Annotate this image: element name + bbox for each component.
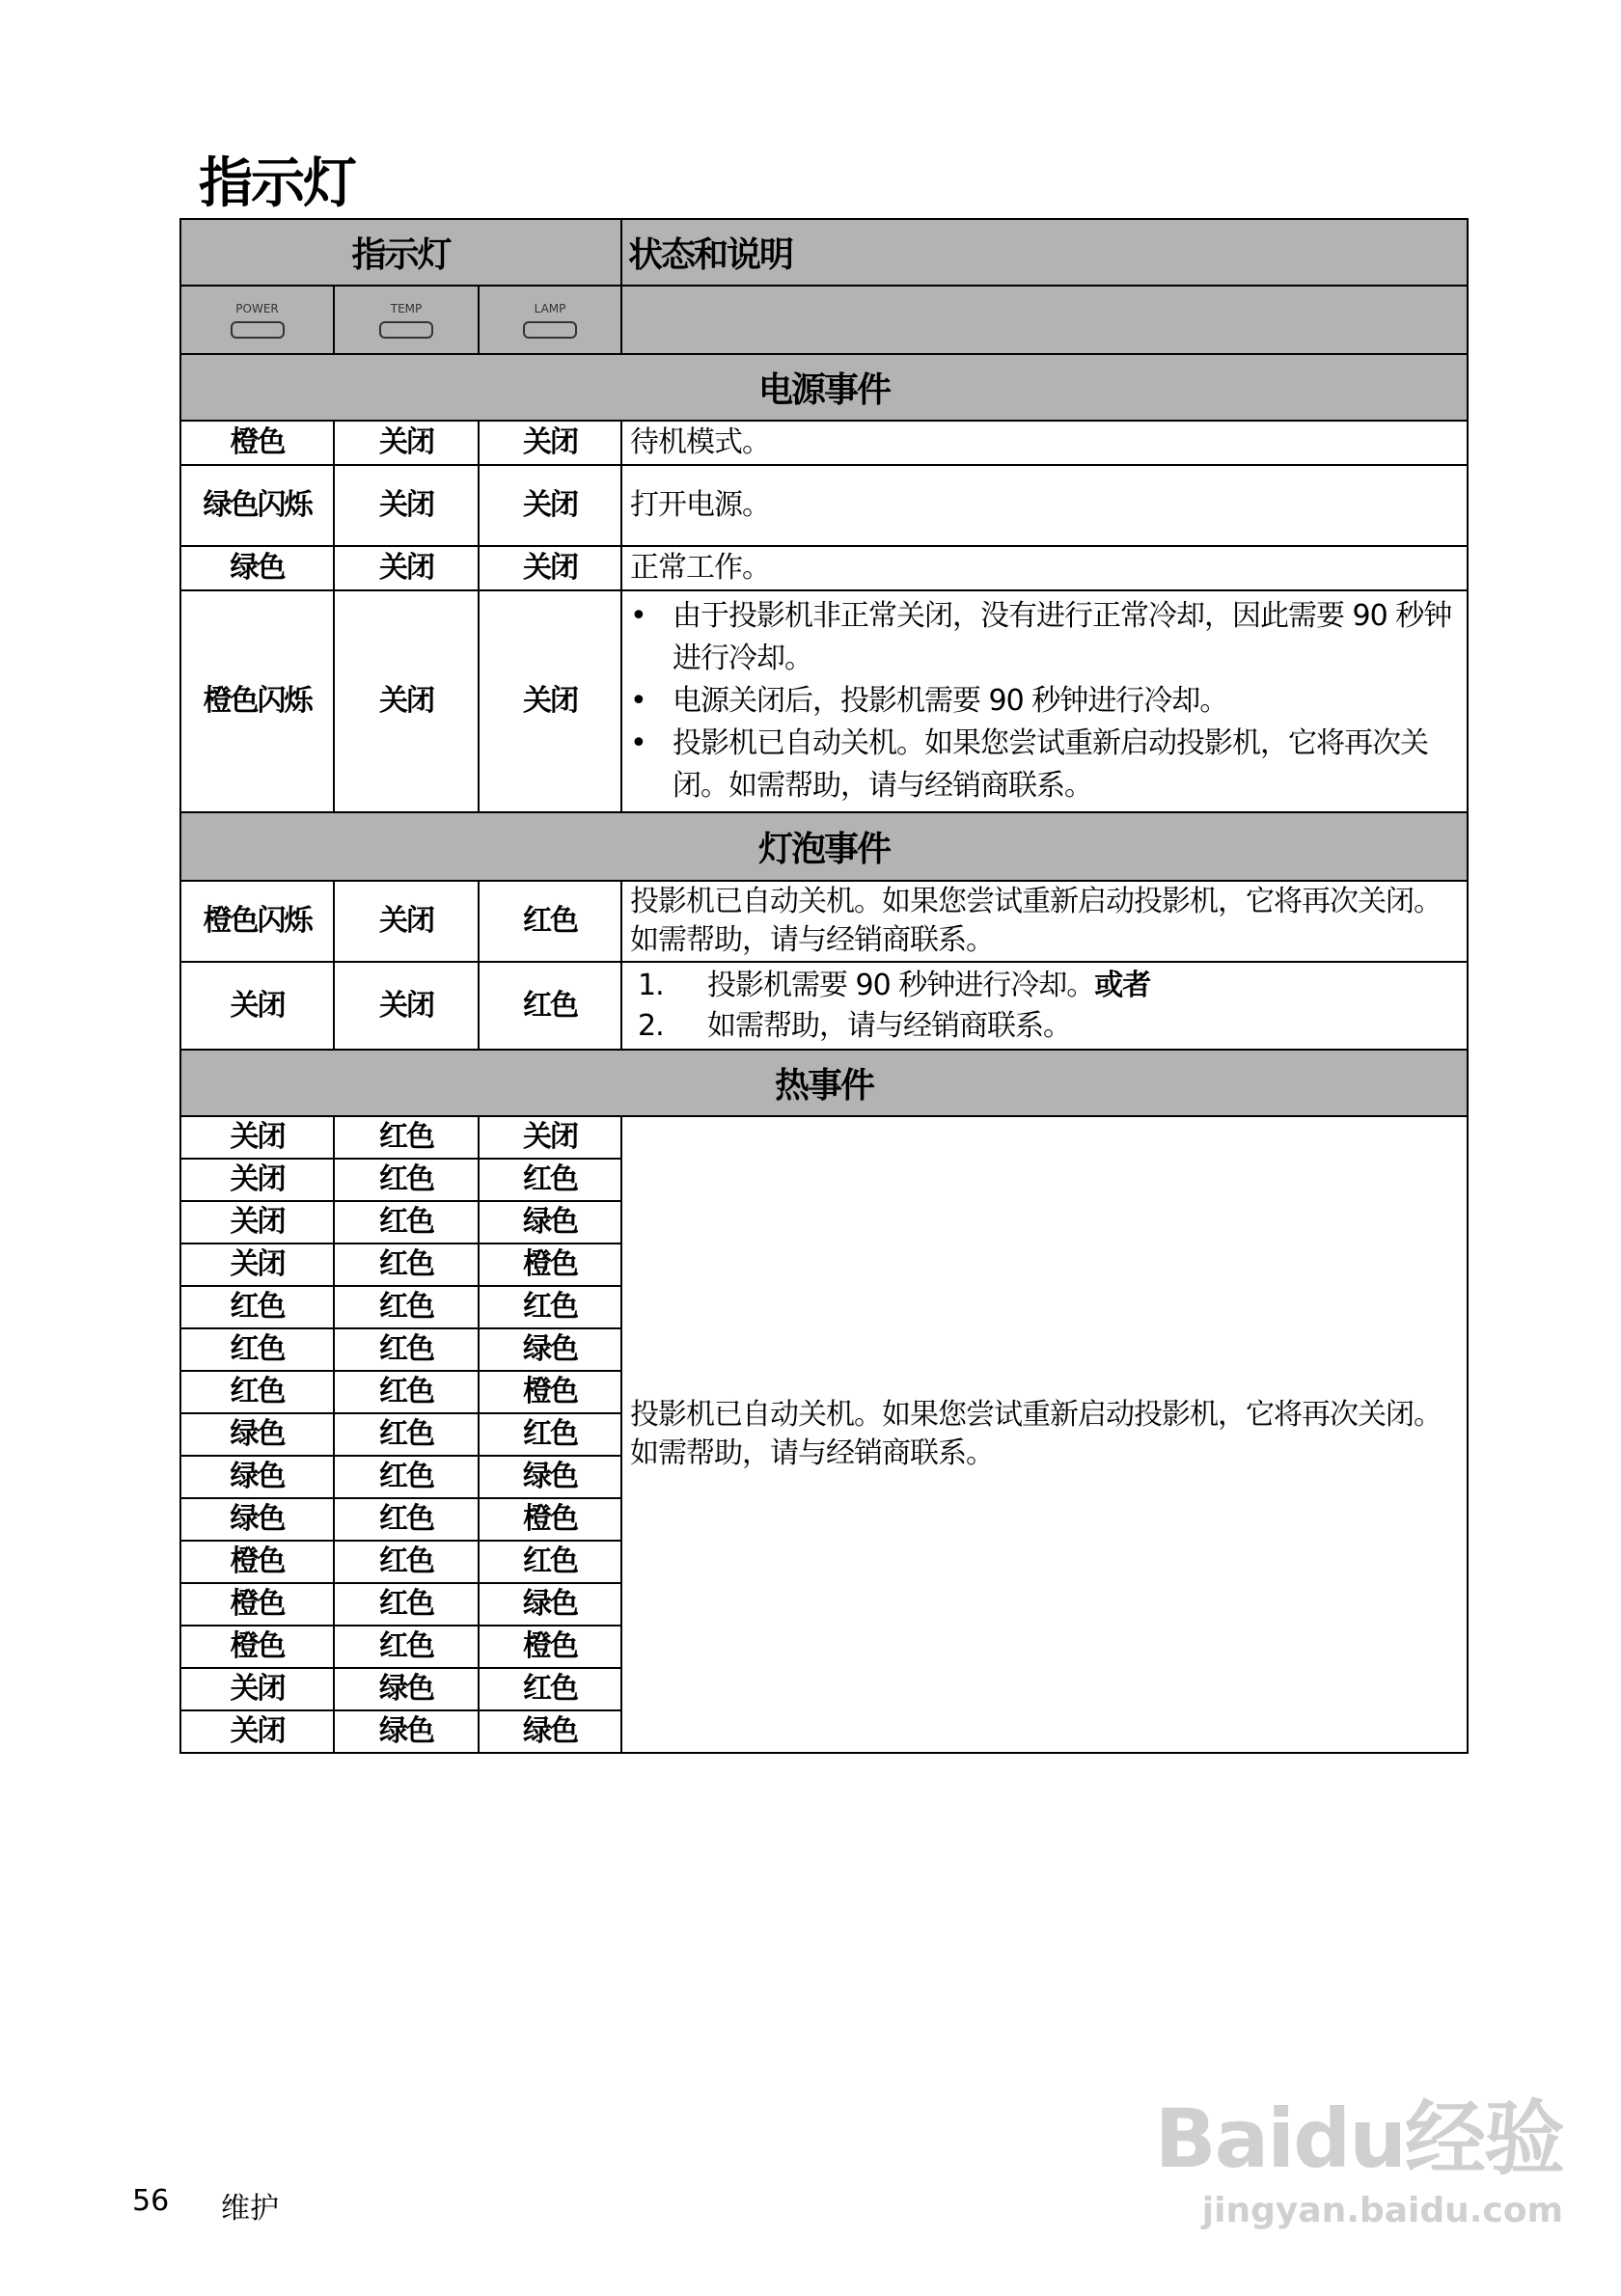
item-text: 如需帮助，请与经销商联系。 <box>707 1008 1071 1043</box>
numbered-item <box>630 966 1467 1006</box>
status-description: 投影机已自动关机。如果您尝试重新启动投影机，它将再次关闭。如需帮助，请与经销商联系。 <box>621 1116 1468 1753</box>
item-number: 2. <box>638 1008 664 1043</box>
lamp-state: 绿色 <box>479 1710 621 1753</box>
temp-state: 红色 <box>334 1413 479 1456</box>
item-bold: 或者 <box>1094 968 1151 1002</box>
lamp-led-icon <box>523 321 577 339</box>
watermark-logo: Baidu经验 <box>1154 2091 1563 2186</box>
power-state: 红色 <box>180 1371 334 1413</box>
power-state: 关闭 <box>180 1116 334 1159</box>
power-state: 关闭 <box>180 1244 334 1286</box>
bullet-icon: • <box>630 684 646 718</box>
led-status-empty <box>621 286 1468 354</box>
section-title: 电源事件 <box>180 354 1468 421</box>
bullet-item <box>622 595 1467 680</box>
temp-state: 红色 <box>334 1626 479 1668</box>
table-row <box>180 421 1468 465</box>
footer-section: 维护 <box>221 2192 279 2226</box>
temp-state: 红色 <box>334 1328 479 1371</box>
temp-state: 关闭 <box>334 465 479 546</box>
status-description: 投影机已自动关机。如果您尝试重新启动投影机，它将再次关闭。如需帮助，请与经销商联系。 <box>621 881 1468 962</box>
temp-state: 关闭 <box>334 590 479 812</box>
status-description <box>621 962 1468 1050</box>
bullet-icon: • <box>630 599 646 633</box>
table-header-row <box>180 219 1468 286</box>
indicator-table <box>179 218 1469 1754</box>
status-description: 正常工作。 <box>621 546 1468 590</box>
power-state: 绿色 <box>180 1456 334 1498</box>
bullet-list <box>622 595 1467 807</box>
power-state: 橙色 <box>180 1583 334 1626</box>
lamp-state: 红色 <box>479 962 621 1050</box>
numbered-item <box>630 1006 1467 1047</box>
item-text: 投影机需要 90 秒钟进行冷却。 <box>707 968 1095 1002</box>
temp-state: 关闭 <box>334 962 479 1050</box>
lamp-state: 绿色 <box>479 1201 621 1244</box>
temp-state: 关闭 <box>334 421 479 465</box>
header-status: 状态和说明 <box>621 219 1468 286</box>
temp-state: 红色 <box>334 1116 479 1159</box>
table-row <box>180 1116 1468 1159</box>
power-state: 橙色 <box>180 1626 334 1668</box>
power-state: 关闭 <box>180 1668 334 1710</box>
temp-state: 红色 <box>334 1159 479 1201</box>
status-description: 打开电源。 <box>621 465 1468 546</box>
power-led-icon <box>231 321 285 339</box>
lamp-state: 橙色 <box>479 1244 621 1286</box>
lamp-state: 橙色 <box>479 1371 621 1413</box>
lamp-state: 红色 <box>479 881 621 962</box>
temp-state: 红色 <box>334 1498 479 1541</box>
lamp-state: 关闭 <box>479 465 621 546</box>
lamp-state: 绿色 <box>479 1583 621 1626</box>
temp-state: 红色 <box>334 1244 479 1286</box>
power-state: 橙色 <box>180 421 334 465</box>
led-row <box>180 286 1468 354</box>
lamp-led <box>479 286 621 354</box>
power-state: 橙色 <box>180 1541 334 1583</box>
lamp-state: 关闭 <box>479 421 621 465</box>
power-state: 红色 <box>180 1286 334 1328</box>
power-state: 红色 <box>180 1328 334 1371</box>
section-title: 热事件 <box>180 1050 1468 1116</box>
table-row <box>180 465 1468 546</box>
power-state: 关闭 <box>180 1159 334 1201</box>
temp-led-icon <box>379 321 433 339</box>
lamp-state: 绿色 <box>479 1328 621 1371</box>
watermark-url: jingyan.baidu.com <box>1201 2191 1563 2230</box>
power-state: 绿色 <box>180 546 334 590</box>
lamp-state: 红色 <box>479 1413 621 1456</box>
temp-state: 红色 <box>334 1541 479 1583</box>
section-row-thermal <box>180 1050 1468 1116</box>
temp-state: 关闭 <box>334 546 479 590</box>
header-indicator: 指示灯 <box>180 219 621 286</box>
lamp-label: LAMP <box>534 301 566 315</box>
power-state: 关闭 <box>180 1710 334 1753</box>
temp-state: 绿色 <box>334 1710 479 1753</box>
lamp-state: 绿色 <box>479 1456 621 1498</box>
bullet-item <box>622 723 1467 807</box>
power-state: 橙色闪烁 <box>180 590 334 812</box>
lamp-state: 关闭 <box>479 590 621 812</box>
section-row-power <box>180 354 1468 421</box>
lamp-state: 红色 <box>479 1159 621 1201</box>
bullet-icon: • <box>630 726 646 760</box>
temp-state: 红色 <box>334 1456 479 1498</box>
power-led <box>180 286 334 354</box>
status-description: 待机模式。 <box>621 421 1468 465</box>
bullet-text: 投影机已自动关机。如果您尝试重新启动投影机，它将再次关闭。如需帮助，请与经销商联系。 <box>673 726 1428 803</box>
temp-state: 红色 <box>334 1286 479 1328</box>
power-state: 绿色 <box>180 1413 334 1456</box>
power-state: 绿色 <box>180 1498 334 1541</box>
lamp-state: 红色 <box>479 1668 621 1710</box>
bullet-item <box>622 680 1467 723</box>
status-description <box>621 590 1468 812</box>
lamp-state: 关闭 <box>479 1116 621 1159</box>
temp-state: 绿色 <box>334 1668 479 1710</box>
temp-state: 红色 <box>334 1371 479 1413</box>
table-row <box>180 962 1468 1050</box>
temp-state: 红色 <box>334 1201 479 1244</box>
section-row-lamp <box>180 812 1468 881</box>
watermark <box>1155 2074 1563 2230</box>
lamp-state: 橙色 <box>479 1498 621 1541</box>
bullet-text: 由于投影机非正常关闭，没有进行正常冷却，因此需要 90 秒钟进行冷却。 <box>673 599 1452 675</box>
power-label: POWER <box>235 301 279 315</box>
lamp-state: 红色 <box>479 1541 621 1583</box>
power-state: 关闭 <box>180 1201 334 1244</box>
temp-led <box>334 286 479 354</box>
bullet-text: 电源关闭后，投影机需要 90 秒钟进行冷却。 <box>673 684 1228 718</box>
lamp-state: 关闭 <box>479 546 621 590</box>
power-state: 橙色闪烁 <box>180 881 334 962</box>
numbered-list <box>630 966 1467 1047</box>
temp-state: 红色 <box>334 1583 479 1626</box>
power-state: 绿色闪烁 <box>180 465 334 546</box>
temp-label: TEMP <box>390 301 423 315</box>
lamp-state: 橙色 <box>479 1626 621 1668</box>
table-row <box>180 546 1468 590</box>
section-title: 灯泡事件 <box>180 812 1468 881</box>
item-number: 1. <box>638 968 664 1002</box>
power-state: 关闭 <box>180 962 334 1050</box>
table-row <box>180 590 1468 812</box>
page-title: 指示灯 <box>199 152 355 215</box>
page-number: 56 <box>132 2184 170 2218</box>
temp-state: 关闭 <box>334 881 479 962</box>
table-row <box>180 881 1468 962</box>
lamp-state: 红色 <box>479 1286 621 1328</box>
